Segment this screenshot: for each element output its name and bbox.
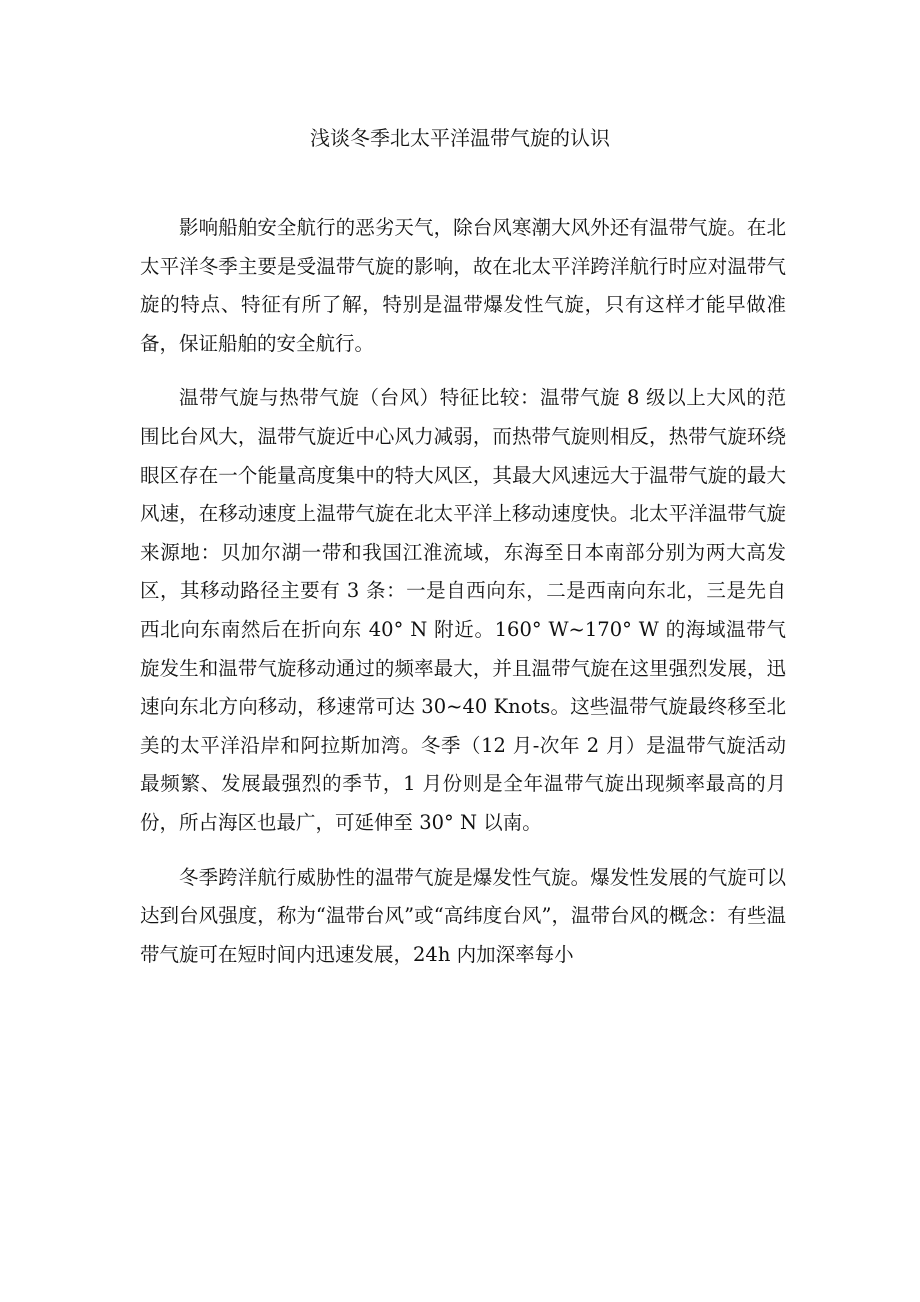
paragraph-2: 温带气旋与热带气旋（台风）特征比较：温带气旋 8 级以上大风的范围比台风大，温带气旋近中心风力减弱，而热带气旋则相反，热带气旋环绕眼区存在一个能量高度集中的特大风区，其最大风速远大于温带气旋的最大风速，在移动速度上温带气旋在北太平洋上移动速度快。北太平洋温带气旋来源地：贝加尔湖一带和我国江淮流域，东海至日本南部分别为两大高发区，其移动路径主要有 3 条：一是自西向东，二是西南向东北，三是先自西北向东南然后在折向东 40° N 附近。160° W~170° W 的海域温带气旋发生和温带气旋移动通过的频率最大，并且温带气旋在这里强烈发展，迅速向东北方向移动，移速常可达 30~40 Knots。这些温带气旋最终移至北美的太平洋沿岸和阿拉斯加湾。冬季（12 月-次年 2 月）是温带气旋活动最频繁、发展最强烈的季节，1 月份则是全年温带气旋出现频率最高的月份，所占海区也最广，可延伸至 30° N 以南。 (140, 386, 786, 834)
document-title: 浅谈冬季北太平洋温带气旋的认识 (310, 126, 610, 150)
paragraph-3: 冬季跨洋航行威胁性的温带气旋是爆发性气旋。爆发性发展的气旋可以达到台风强度，称为“温带台风”或“高纬度台风”，温带台风的概念：有些温带气旋可在短时间内迅速发展，24h 内加深率每小 (140, 865, 786, 966)
paragraph-1: 影响船舶安全航行的恶劣天气，除台风寒潮大风外还有温带气旋。在北太平洋冬季主要是受温带气旋的影响，故在北太平洋跨洋航行时应对温带气旋的特点、特征有所了解，特别是温带爆发性气旋，只有这样才能早做准备，保证船舶的安全航行。 (140, 216, 786, 355)
document-body (140, 209, 786, 990)
